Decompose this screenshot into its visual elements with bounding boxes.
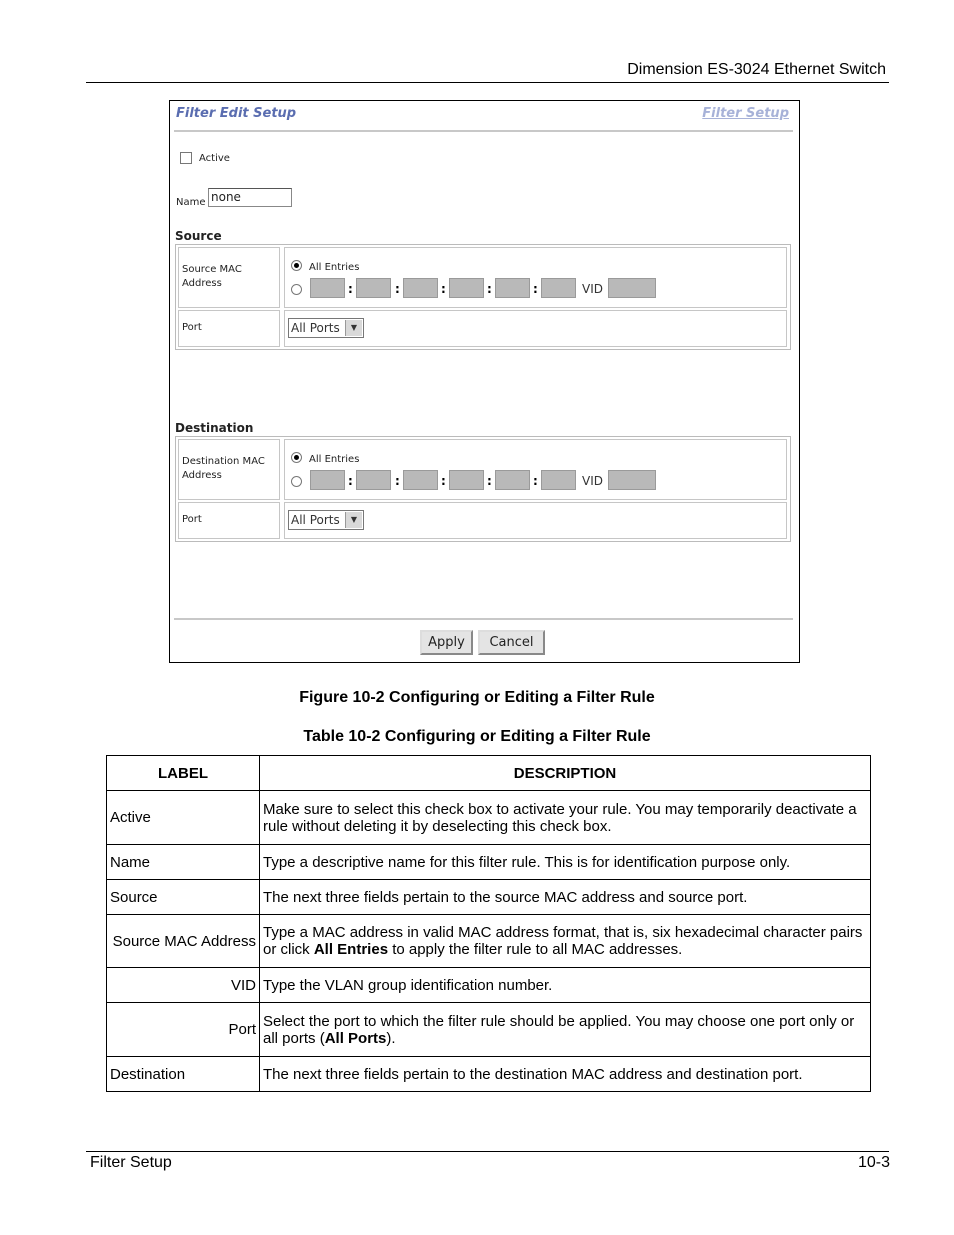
row-label: Source: [107, 880, 260, 915]
figure-caption: Figure 10-2 Configuring or Editing a Filter Rule: [299, 689, 655, 706]
desc-text: Type a MAC address in valid MAC address format, that is, six hexadecimal character pairs or click: [263, 924, 863, 958]
footer-rule: [86, 1151, 889, 1152]
source-all-entries-label: All Entries: [309, 262, 360, 273]
colon: :: [441, 474, 446, 488]
destination-mac-value-cell: [284, 439, 787, 500]
top-divider: [174, 130, 793, 132]
destination-port-value: All Ports: [291, 513, 340, 527]
destination-mac-octet-2[interactable]: [356, 470, 391, 490]
table-row: [107, 1003, 871, 1057]
source-mac-octet-4[interactable]: [449, 278, 484, 298]
source-mac-octet-6[interactable]: [541, 278, 576, 298]
destination-mac-octet-5[interactable]: [495, 470, 530, 490]
source-mac-octet-1[interactable]: [310, 278, 345, 298]
source-mac-label-2: Address: [182, 278, 222, 289]
bottom-divider: [174, 618, 793, 620]
source-port-value: All Ports: [291, 321, 340, 335]
table-row: [107, 915, 871, 968]
desc-bold: All Entries: [313, 941, 389, 958]
source-mac-octet-3[interactable]: [403, 278, 438, 298]
row-description: The next three fields pertain to the destination MAC address and destination port.: [260, 1057, 871, 1092]
running-header: Dimension ES-3024 Ethernet Switch: [627, 61, 886, 78]
filter-edit-screenshot: [169, 100, 800, 663]
cancel-button[interactable]: Cancel: [478, 630, 545, 655]
destination-port-label: Port: [182, 514, 202, 525]
active-checkbox[interactable]: [180, 152, 192, 164]
apply-button[interactable]: Apply: [420, 630, 473, 655]
colon: :: [395, 474, 400, 488]
colon: :: [487, 282, 492, 296]
table-row: [107, 968, 871, 1003]
source-mac-label-cell: [178, 247, 280, 308]
row-label: Name: [107, 845, 260, 880]
destination-mac-octet-1[interactable]: [310, 470, 345, 490]
destination-vid-label: VID: [582, 474, 603, 488]
destination-mac-label-cell: [178, 439, 280, 500]
header-rule: [86, 82, 889, 83]
destination-all-entries-radio[interactable]: [291, 452, 302, 463]
row-description: [260, 915, 871, 968]
destination-port-value-cell: [284, 502, 787, 539]
table-row: [107, 845, 871, 880]
desc-text: to apply the filter rule to all MAC addresses.: [388, 941, 683, 958]
footer-page-number: 10-3: [857, 1154, 890, 1171]
colon: :: [348, 474, 353, 488]
row-label: Source MAC Address: [107, 915, 260, 968]
source-port-label: Port: [182, 322, 202, 333]
description-column-header: DESCRIPTION: [260, 756, 871, 791]
colon: :: [533, 282, 538, 296]
destination-mac-radio[interactable]: [291, 476, 302, 487]
colon: :: [487, 474, 492, 488]
name-input[interactable]: none: [208, 188, 292, 207]
source-port-label-cell: [178, 310, 280, 347]
label-column-header: LABEL: [107, 756, 260, 791]
row-description: Type a descriptive name for this filter rule. This is for identification purpose only.: [260, 845, 871, 880]
chevron-down-icon: ▼: [345, 320, 362, 336]
desc-text: Select the port to which the filter rule should be applied. You may choose one port only or all ports (: [263, 1012, 855, 1047]
destination-all-entries-label: All Entries: [309, 454, 360, 465]
source-mac-octet-2[interactable]: [356, 278, 391, 298]
description-table: [106, 755, 871, 1092]
destination-frame: [175, 436, 791, 542]
panel-title: Filter Edit Setup: [176, 106, 297, 121]
destination-vid-input[interactable]: [608, 470, 656, 490]
name-label: Name: [176, 197, 206, 208]
row-label: Destination: [107, 1057, 260, 1092]
table-row: [107, 880, 871, 915]
active-label: Active: [199, 153, 230, 164]
source-mac-radio[interactable]: [291, 284, 302, 295]
destination-port-select[interactable]: [288, 510, 364, 530]
colon: :: [441, 282, 446, 296]
source-heading: Source: [175, 229, 222, 243]
row-label: VID: [107, 968, 260, 1003]
row-description: Make sure to select this check box to activate your rule. You may temporarily deactivate a rule without deleting it by deselecting this check box.: [260, 791, 871, 845]
source-port-value-cell: [284, 310, 787, 347]
row-label: Port: [107, 1003, 260, 1057]
desc-text: ).: [386, 1029, 396, 1047]
destination-mac-octet-6[interactable]: [541, 470, 576, 490]
source-mac-value-cell: [284, 247, 787, 308]
destination-mac-label-2: Address: [182, 470, 222, 481]
chevron-down-icon: ▼: [345, 512, 362, 528]
table-header-row: [107, 756, 871, 791]
row-description: The next three fields pertain to the source MAC address and source port.: [260, 880, 871, 915]
table-row: [107, 1057, 871, 1092]
source-all-entries-radio[interactable]: [291, 260, 302, 271]
colon: :: [395, 282, 400, 296]
row-label: Active: [107, 791, 260, 845]
destination-port-label-cell: [178, 502, 280, 539]
table-caption: Table 10-2 Configuring or Editing a Filter Rule: [303, 728, 651, 745]
footer-section-name: Filter Setup: [90, 1154, 172, 1171]
destination-mac-octet-4[interactable]: [449, 470, 484, 490]
row-description: [260, 1003, 871, 1057]
source-mac-octet-5[interactable]: [495, 278, 530, 298]
source-port-select[interactable]: [288, 318, 364, 338]
destination-mac-octet-3[interactable]: [403, 470, 438, 490]
source-vid-label: VID: [582, 282, 603, 296]
colon: :: [533, 474, 538, 488]
table-row: [107, 791, 871, 845]
desc-bold: All Ports: [324, 1029, 387, 1047]
source-vid-input[interactable]: [608, 278, 656, 298]
colon: :: [348, 282, 353, 296]
filter-setup-link[interactable]: Filter Setup: [702, 106, 789, 121]
row-description: Type the VLAN group identification number.: [260, 968, 871, 1003]
source-frame: [175, 244, 791, 350]
destination-heading: Destination: [175, 421, 254, 435]
source-mac-label: Source MAC: [182, 264, 242, 275]
destination-mac-label: Destination MAC: [182, 456, 265, 467]
